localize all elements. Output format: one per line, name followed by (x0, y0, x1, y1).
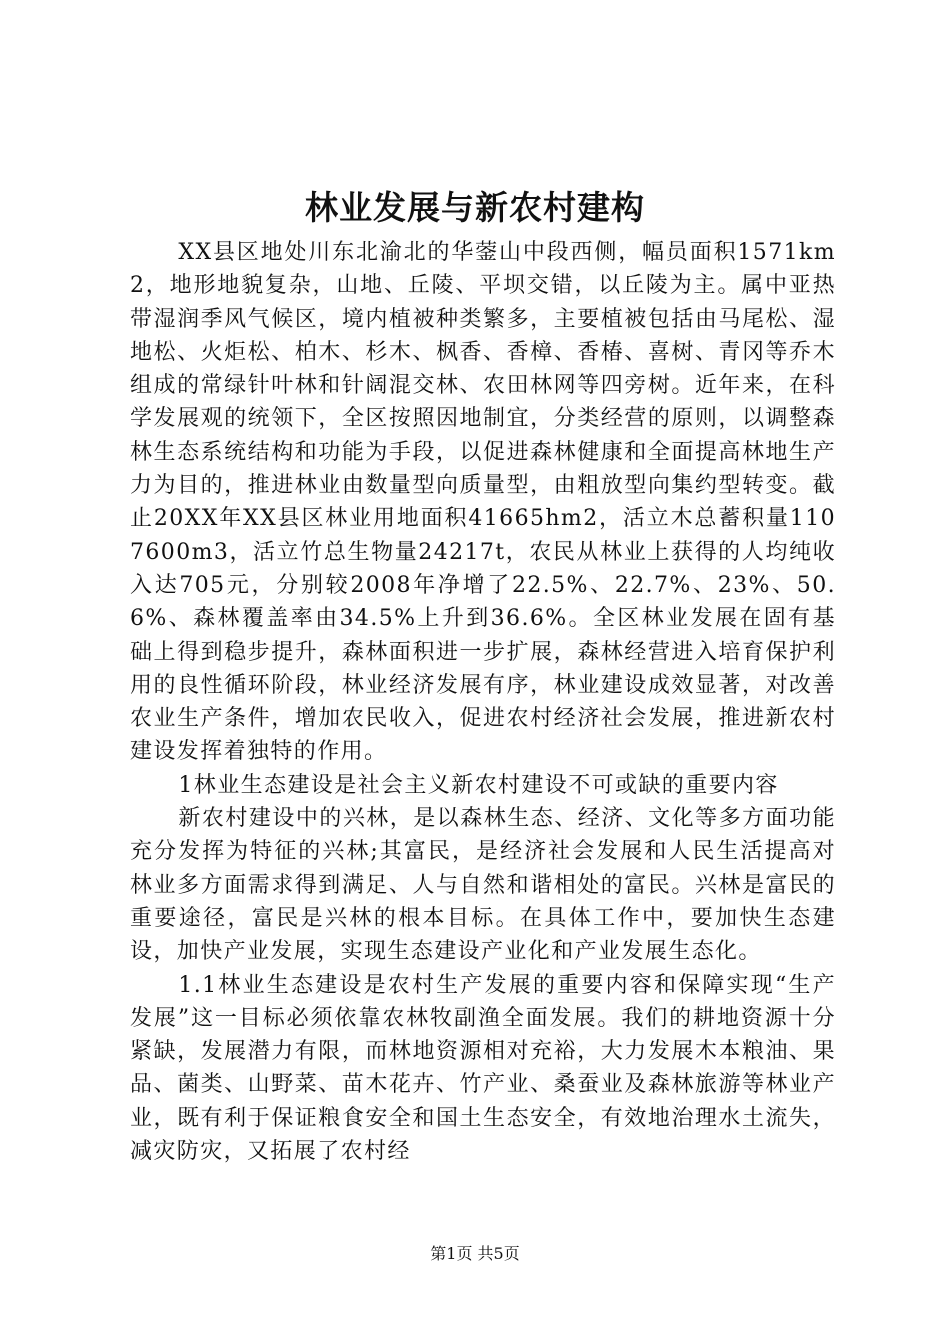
document-title: 林业发展与新农村建构 (305, 188, 645, 227)
paragraph-section-1-1: 1.1林业生态建设是农村生产发展的重要内容和保障实现“生产发展”这一目标必须依靠农林牧副渔全面发展。我们的耕地资源十分紧缺，发展潜力有限，而林地资源相对充裕，大力发展木本粮油、果品、菌类、山野菜、苗木花卉、竹产业、桑蚕业及森林旅游等林业产业，既有利于保证粮食安全和国土生态安全，有效地治理水土流失，减灾防灾，又拓展了农村经 (130, 972, 836, 1165)
section-heading-1: 1林业生态建设是社会主义新农村建设不可或缺的重要内容 (178, 772, 779, 798)
paragraph-section-1: 新农村建设中的兴林，是以森林生态、经济、文化等多方面功能充分发挥为特征的兴林;其富民，是经济社会发展和人民生活提高对林业多方面需求得到满足、人与自然和谐相处的富民。兴林是富民的重要途径，富民是兴林的根本目标。在具体工作中，要加快生态建设，加快产业发展，实现生态建设产业化和产业发展生态化。 (130, 806, 836, 965)
page-number-footer: 第1页 共5页 (430, 1244, 520, 1263)
document-body (130, 236, 836, 1168)
paragraph-intro: XX县区地处川东北渝北的华蓥山中段西侧，幅员面积1571km2，地形地貌复杂，山地、丘陵、平坝交错，以丘陵为主。属中亚热带湿润季风气候区，境内植被种类繁多，主要植被包括由马尾松、湿地松、火炬松、柏木、杉木、枫香、香樟、香椿、喜树、青冈等乔木组成的常绿针叶林和针阔混交林、农田林网等四旁树。近年来，在科学发展观的统领下，全区按照因地制宜，分类经营的原则，以调整森林生态系统结构和功能为手段，以促进森林健康和全面提高林地生产力为目的，推进林业由数量型向质量型，由粗放型向集约型转变。截止20XX年XX县区林业用地面积41665hm2，活立木总蓄积量1107600m3，活立竹总生物量24217t，农民从林业上获得的人均纯收入达705元，分别较2008年净增了22.5%、22.7%、23%、50.6%、森林覆盖率由34.5%上升到36.6%。全区林业发展在固有基础上得到稳步提升，森林面积进一步扩展，森林经营进入培育保护利用的良性循环阶段，林业经济发展有序，林业建设成效显著，对改善农业生产条件，增加农民收入，促进农村经济社会发展，推进新农村建设发挥着独特的作用。 (130, 240, 836, 765)
